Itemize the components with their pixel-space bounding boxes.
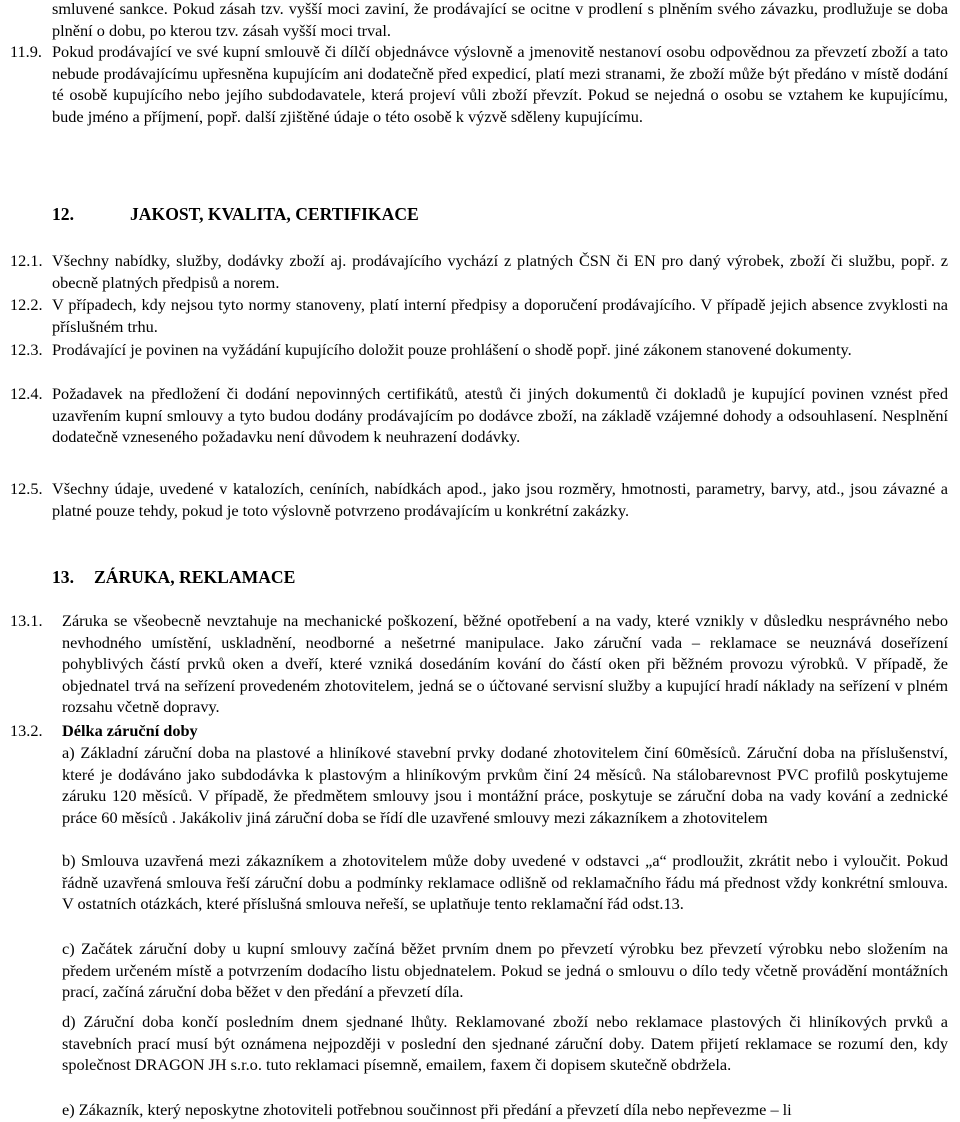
clause-number-12-3: 12.3.: [10, 340, 43, 359]
section-heading-13: ZÁRUKA, REKLAMACE: [94, 567, 296, 587]
clause-text-12-4: Požadavek na předložení či dodání nepovinných certifikátů, atestů či jiných dokumentů či dokladů je kupující povinen vznést před uzavřením kupní smlouvy a tyto budou dodány prodávajícím po dodávce zboží, na základě vzájemné dohody a odsouhlasení. Nesplnění dodatečně vzneseného požadavku není důvodem k neuhrazení dodávky.: [52, 384, 948, 447]
clause-number-13-1: 13.1.: [10, 611, 43, 630]
clause-number-11-9: 11.9.: [10, 42, 42, 61]
clause-title-13-2: Délka záruční doby: [62, 721, 198, 740]
clause-text-11-9: Pokud prodávající ve své kupní smlouvě či dílčí objednávce výslovně a jmenovitě nestanoví osobu odpovědnou za převzetí zboží a tato nebude prodávajícímu upřesněna kupujícím ani dodatečně před expedicí, platí mezi stranami, že zboží může být předáno v místě dodání té osobě kupujícího nebo jejího subdodavatele, která projeví vůli zboží převzít. Pokud se nejedná o osobu se vztahem ke kupujícímu, bude jméno a příjmení, popř. další zjištěné údaje o této osobě k výzvě sděleny kupujícímu.: [52, 42, 948, 126]
clause-number-13-2: 13.2.: [10, 721, 43, 740]
clause-text-13-1: Záruka se všeobecně nevztahuje na mechanické poškození, běžné opotřebení a na vady, které vznikly v důsledku nesprávného nebo nevhodného umístění, uskladnění, neodborné a nešetrné manipulace. Jako záruční vada – reklamace se neuznává doseřízení pohyblivých částí prvků oken a dveří, které vzniká dosedáním kování do částí oken při běžném provozu výrobků. V případě, že objednatel trvá na seřízení provedeném zhotovitelem, jedná se o účtované servisní služby a kupující hradí náklady na seřízení v plném rozsahu včetně dopravy.: [62, 611, 948, 717]
warranty-item-b: b) Smlouva uzavřená mezi zákazníkem a zhotovitelem může doby uvedené v odstavci „a“ prodloužit, zkrátit nebo i vyloučit. Pokud řádně uzavřená smlouva řeší záruční dobu a podmínky reklamace odlišně od reklamačního řádu má přednost vždy konkrétní smlouva. V ostatních otázkách, které příslušná smlouva neřeší, se uplatňuje tento reklamační řád odst.13.: [62, 851, 948, 914]
clause-text-12-1: Všechny nabídky, služby, dodávky zboží aj. prodávajícího vychází z platných ČSN či EN pro daný výrobek, zboží či službu, popř. z obecně platných předpisů a norem.: [52, 251, 948, 292]
warranty-item-e: e) Zákazník, který neposkytne zhotoviteli potřebnou součinnost při předání a převzetí díla nebo nepřevezme – li: [62, 1100, 792, 1119]
clause-text-12-3: Prodávající je povinen na vyžádání kupujícího doložit pouze prohlášení o shodě popř. jiné zákonem stanovené dokumenty.: [52, 340, 852, 359]
clause-text-12-5: Všechny údaje, uvedené v katalozích, ceníních, nabídkách apod., jako jsou rozměry, hmotnosti, parametry, barvy, atd., jsou závazné a platné pouze tehdy, pokud je toto výslovně potvrzeno prodávajícím u konkrétní zakázky.: [52, 479, 948, 520]
warranty-item-a: a) Základní záruční doba na plastové a hliníkové stavební prvky dodané zhotovitelem činí 60měsíců. Záruční doba na příslušenství, které je dodáváno jako subdodávka k plastovým a hliníkovým prvkům činí 24 měsíců. Na stálobarevnost PVC profilů poskytujeme záruku 120 měsíců. V případě, že předmětem smlouvy jsou i montážní práce, poskytuje se záruční doba na vady kování a zednické práce 60 měsíců . Jakákoliv jiná záruční doba se řídí dle uzavřené smlouvy mezi zákazníkem a zhotovitelem: [62, 743, 948, 827]
section-heading-12: JAKOST, KVALITA, CERTIFIKACE: [130, 204, 419, 224]
warranty-item-c: c) Začátek záruční doby u kupní smlouvy začíná běžet prvním dnem po převzetí výrobku bez převzetí výrobku nebo složením na předem určeném místě a potvrzením dodacího listu objednatelem. Pokud se jedná o smlouvu o dílo tedy včetně provádění montážních prací, začíná záruční doba běžet v den předání a převzetí díla.: [62, 939, 948, 1002]
clause-number-12-4: 12.4.: [10, 384, 43, 403]
paragraph-continuation: smluvené sankce. Pokud zásah tzv. vyšší moci zaviní, že prodávající se ocitne v prodlení s plněním svého závazku, prodlužuje se doba plnění o dobu, po kterou tzv. zásah vyšší moci trval.: [52, 0, 948, 40]
section-heading-number-12: 12.: [52, 204, 74, 224]
clause-number-12-1: 12.1.: [10, 251, 43, 270]
section-heading-number-13: 13.: [52, 567, 74, 587]
clause-text-12-2: V případech, kdy nejsou tyto normy stanoveny, platí interní předpisy a doporučení prodávajícího. V případě jejich absence zvyklosti na příslušném trhu.: [52, 295, 948, 336]
warranty-item-d: d) Záruční doba končí posledním dnem sjednané lhůty. Reklamované zboží nebo reklamace plastových či hliníkových prvků a stavebních prací musí být oznámena nejpozději v poslední den sjednané záruční doby. Datem přijetí reklamace se rozumí den, kdy společnost DRAGON JH s.r.o. tuto reklamaci písemně, emailem, faxem či dopisem skutečně obdržela.: [62, 1012, 948, 1075]
clause-number-12-2: 12.2.: [10, 295, 43, 314]
clause-number-12-5: 12.5.: [10, 479, 43, 498]
